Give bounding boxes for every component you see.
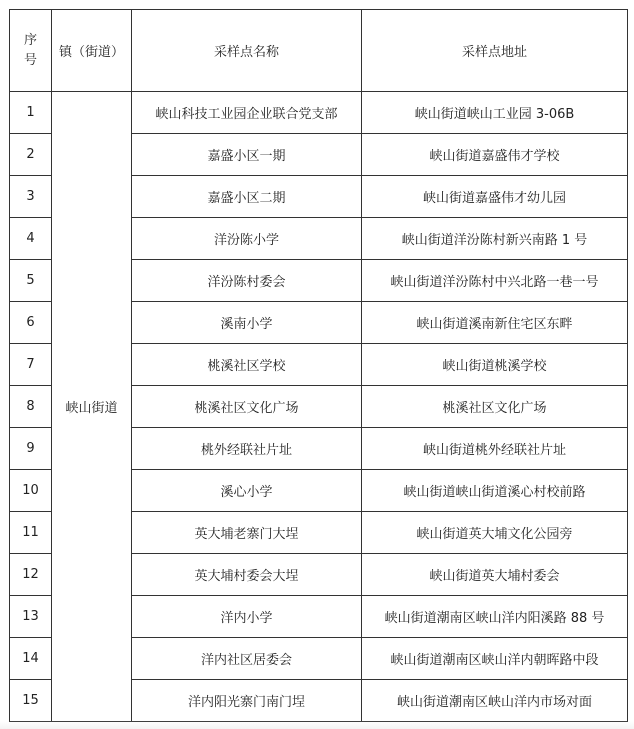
row-number: 12	[10, 554, 52, 596]
header-site-address: 采样点地址	[362, 10, 628, 92]
site-address-cell: 峡山街道溪南新住宅区东畔	[362, 302, 628, 344]
site-name-cell: 嘉盛小区一期	[132, 134, 362, 176]
site-address-cell: 峡山街道洋汾陈村新兴南路 1 号	[362, 218, 628, 260]
site-name-cell: 洋汾陈村委会	[132, 260, 362, 302]
sampling-sites-table	[9, 9, 628, 722]
row-number: 9	[10, 428, 52, 470]
header-seq	[10, 10, 52, 92]
row-number: 13	[10, 596, 52, 638]
site-address-cell: 峡山街道峡山工业园 3-06B	[362, 92, 628, 134]
row-number: 5	[10, 260, 52, 302]
row-number: 6	[10, 302, 52, 344]
row-number: 4	[10, 218, 52, 260]
row-number: 10	[10, 470, 52, 512]
site-address-cell: 峡山街道潮南区峡山洋内市场对面	[362, 680, 628, 722]
site-name-cell: 英大埔老寨门大埕	[132, 512, 362, 554]
site-name-cell: 峡山科技工业园企业联合党支部	[132, 92, 362, 134]
table-row	[10, 92, 628, 134]
bottom-fade	[0, 721, 634, 729]
row-number: 1	[10, 92, 52, 134]
site-name-cell: 洋内阳光寨门南门埕	[132, 680, 362, 722]
row-number: 11	[10, 512, 52, 554]
site-name-cell: 溪南小学	[132, 302, 362, 344]
row-number: 15	[10, 680, 52, 722]
header-town: 镇（街道）	[52, 10, 132, 92]
row-number: 8	[10, 386, 52, 428]
site-address-cell: 峡山街道潮南区峡山洋内朝晖路中段	[362, 638, 628, 680]
site-address-cell: 峡山街道峡山街道溪心村校前路	[362, 470, 628, 512]
site-address-cell: 峡山街道洋汾陈村中兴北路一巷一号	[362, 260, 628, 302]
header-site-name: 采样点名称	[132, 10, 362, 92]
site-name-cell: 溪心小学	[132, 470, 362, 512]
site-address-cell: 峡山街道潮南区峡山洋内阳溪路 88 号	[362, 596, 628, 638]
row-number: 14	[10, 638, 52, 680]
site-name-cell: 洋内社区居委会	[132, 638, 362, 680]
table-body	[10, 92, 628, 722]
site-address-cell: 峡山街道嘉盛伟才幼儿园	[362, 176, 628, 218]
site-address-cell: 峡山街道桃外经联社片址	[362, 428, 628, 470]
header-seq-line2: 号	[23, 52, 37, 68]
site-name-cell: 洋汾陈小学	[132, 218, 362, 260]
site-address-cell: 峡山街道英大埔村委会	[362, 554, 628, 596]
site-name-cell: 洋内小学	[132, 596, 362, 638]
row-number: 3	[10, 176, 52, 218]
site-name-cell: 嘉盛小区二期	[132, 176, 362, 218]
site-address-cell: 峡山街道嘉盛伟才学校	[362, 134, 628, 176]
town-cell: 峡山街道	[52, 92, 132, 722]
site-address-cell: 峡山街道英大埔文化公园旁	[362, 512, 628, 554]
site-name-cell: 桃溪社区文化广场	[132, 386, 362, 428]
site-name-cell: 英大埔村委会大埕	[132, 554, 362, 596]
header-seq-line1: 序	[23, 32, 37, 48]
site-address-cell: 桃溪社区文化广场	[362, 386, 628, 428]
row-number: 7	[10, 344, 52, 386]
site-address-cell: 峡山街道桃溪学校	[362, 344, 628, 386]
site-name-cell: 桃外经联社片址	[132, 428, 362, 470]
table-header-row	[10, 10, 628, 92]
row-number: 2	[10, 134, 52, 176]
site-name-cell: 桃溪社区学校	[132, 344, 362, 386]
